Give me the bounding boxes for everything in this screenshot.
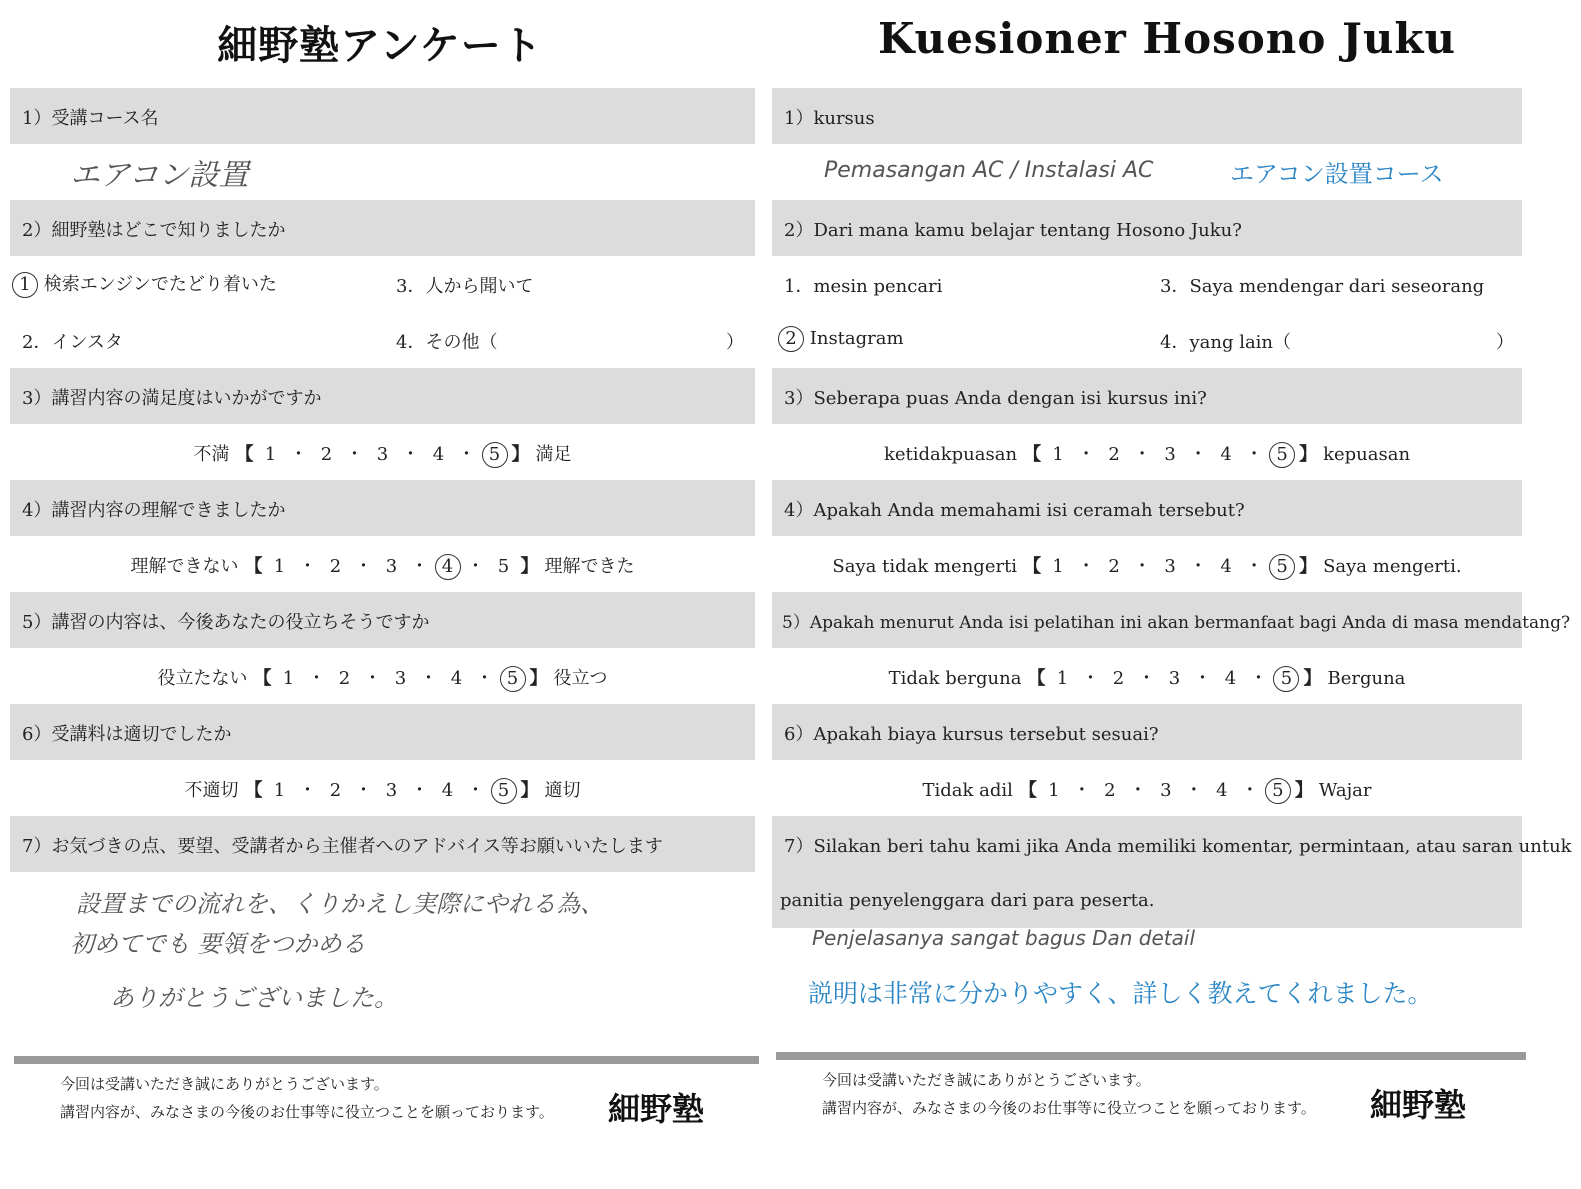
rating-option[interactable]: 3 xyxy=(1164,444,1176,465)
option-1[interactable]: 1 検索エンジンでたどり着いた xyxy=(12,270,277,298)
answer-1-translation: エアコン設置コース xyxy=(1230,160,1444,188)
question-5-scale-row xyxy=(772,648,1522,704)
separator-dot: ・ xyxy=(410,780,429,801)
option-4[interactable]: 4．yang lain（ xyxy=(1160,332,1292,353)
option-1[interactable]: 1．mesin pencari xyxy=(784,276,943,297)
question-6-scale-row xyxy=(10,760,755,816)
question-4-header: 4）講習内容の理解できましたか xyxy=(10,480,755,536)
separator-dot: ・ xyxy=(354,556,373,577)
answer-1-handwritten: Pemasangan AC / Instalasi AC xyxy=(824,158,1154,183)
option-2[interactable]: 2．インスタ xyxy=(22,332,123,353)
question-5-header: 5）講習の内容は、今後あなたの役立ちそうですか xyxy=(10,592,755,648)
rating-option[interactable]: 2 xyxy=(1108,444,1120,465)
scale-low-label: 役立たない xyxy=(157,668,248,689)
scale-low-label: ketidakpuasan xyxy=(883,444,1018,465)
rating-option[interactable]: 2 xyxy=(338,668,351,689)
rating-option-selected[interactable]: 5 xyxy=(491,778,517,804)
question-3-scale-row xyxy=(772,424,1522,480)
rating-option[interactable]: 3 xyxy=(1168,668,1181,689)
rating-scale[interactable] xyxy=(10,776,755,804)
question-7-header: 7）Silakan beri tahu kami jika Anda memiliki komentar, permintaan, atau saran untuk panitia penyelenggara dari para peserta. xyxy=(772,816,1522,928)
bracket-close: 】 xyxy=(1299,444,1318,465)
scale-high-label: 適切 xyxy=(544,780,581,801)
bracket-close: 】 xyxy=(1294,780,1313,801)
bracket-open: 【 xyxy=(244,780,263,801)
separator-dot: ・ xyxy=(410,556,429,577)
rating-scale[interactable] xyxy=(772,440,1522,468)
scale-low-label: 理解できない xyxy=(130,556,239,577)
scale-low-label: Saya tidak mengerti xyxy=(832,556,1018,577)
scale-low-label: Tidak berguna xyxy=(888,668,1022,689)
question-7-header: 7）お気づきの点、要望、受講者から主催者へのアドバイス等お願いいたします xyxy=(10,816,755,872)
separator-dot: ・ xyxy=(401,444,420,465)
rating-option[interactable]: 1 xyxy=(1052,556,1064,577)
rating-option[interactable]: 1 xyxy=(273,780,286,801)
separator-dot: ・ xyxy=(298,780,317,801)
answer-1-handwritten: エアコン設置 xyxy=(70,158,249,193)
scale-high-label: kepuasan xyxy=(1323,444,1411,465)
seal-logo: 細野塾 xyxy=(608,1090,705,1128)
rating-option[interactable]: 4 xyxy=(1216,780,1228,801)
separator-dot: ・ xyxy=(1133,444,1152,465)
rating-scale[interactable] xyxy=(772,664,1522,692)
scale-high-label: Wajar xyxy=(1318,780,1372,801)
scale-low-label: 不満 xyxy=(193,444,230,465)
rating-option[interactable]: 2 xyxy=(1112,668,1125,689)
rating-option[interactable]: 2 xyxy=(320,444,333,465)
rating-option[interactable]: 3 xyxy=(1160,780,1172,801)
question-1-header: 1）受講コース名 xyxy=(10,88,755,144)
question-2-options-row-2 xyxy=(10,312,755,368)
page-title: Kuesioner Hosono Juku xyxy=(877,14,1457,63)
comment-line: ありがとうございました。 xyxy=(110,984,398,1012)
rating-option-selected[interactable]: 5 xyxy=(1269,442,1295,468)
scale-high-label: 理解できた xyxy=(544,556,635,577)
rating-option[interactable]: 4 xyxy=(1224,668,1237,689)
rating-option[interactable]: 2 xyxy=(1104,780,1116,801)
scale-low-label: 不適切 xyxy=(184,780,239,801)
rating-scale[interactable] xyxy=(10,440,755,468)
rating-option[interactable]: 3 xyxy=(394,668,407,689)
bracket-close: 】 xyxy=(520,556,539,577)
separator-dot: ・ xyxy=(1193,668,1212,689)
separator-dot: ・ xyxy=(1128,780,1147,801)
seal-logo: 細野塾 xyxy=(1370,1086,1467,1124)
rating-option[interactable]: 1 xyxy=(282,668,295,689)
question-4-scale-row xyxy=(772,536,1522,592)
rating-option[interactable]: 3 xyxy=(385,556,398,577)
separator-dot: ・ xyxy=(1072,780,1091,801)
rating-option[interactable]: 4 xyxy=(441,780,454,801)
question-6-scale-row xyxy=(772,760,1522,816)
rating-option[interactable]: 1 xyxy=(264,444,277,465)
rating-option-selected[interactable]: 5 xyxy=(482,442,508,468)
rating-option[interactable]: 4 xyxy=(1220,556,1232,577)
separator-dot: ・ xyxy=(419,668,438,689)
bracket-close: 】 xyxy=(1303,668,1322,689)
question-4-header: 4）Apakah Anda memahami isi ceramah tersebut? xyxy=(772,480,1522,536)
question-5-header: 5）Apakah menurut Anda isi pelatihan ini akan bermanfaat bagi Anda di masa mendatang? xyxy=(772,592,1522,648)
rating-scale[interactable] xyxy=(10,552,755,580)
scale-high-label: Berguna xyxy=(1327,668,1406,689)
scale-low-label: Tidak adil xyxy=(922,780,1013,801)
rating-option[interactable]: 3 xyxy=(1164,556,1176,577)
page-title: 細野塾アンケート xyxy=(217,22,543,69)
separator-dot: ・ xyxy=(1077,444,1096,465)
separator-dot: ・ xyxy=(466,556,485,577)
rating-option-selected[interactable]: 4 xyxy=(435,554,461,580)
rating-option-selected[interactable]: 5 xyxy=(1265,778,1291,804)
bracket-open: 【 xyxy=(1023,444,1042,465)
bracket-close: 】 xyxy=(520,780,539,801)
question-5-scale-row xyxy=(10,648,755,704)
bracket-open: 【 xyxy=(1023,556,1042,577)
footer-divider xyxy=(776,1052,1526,1060)
rating-scale[interactable] xyxy=(10,664,755,692)
separator-dot: ・ xyxy=(354,780,373,801)
rating-option[interactable]: 1 xyxy=(1056,668,1069,689)
question-6-header: 6）受講料は適切でしたか xyxy=(10,704,755,760)
option-2[interactable]: 2 Instagram xyxy=(778,326,904,352)
bracket-open: 【 xyxy=(244,556,263,577)
comment-line: 設置までの流れを、くりかえし実際にやれる為、 xyxy=(76,890,604,918)
rating-option[interactable]: 4 xyxy=(432,444,445,465)
separator-dot: ・ xyxy=(1081,668,1100,689)
question-1-header: 1）kursus xyxy=(772,88,1522,144)
question-2-options-row-2 xyxy=(772,312,1522,368)
footer-divider xyxy=(14,1056,759,1064)
separator-dot: ・ xyxy=(345,444,364,465)
question-3-header: 3）Seberapa puas Anda dengan isi kursus ini? xyxy=(772,368,1522,424)
rating-option-selected[interactable]: 5 xyxy=(1269,554,1295,580)
bracket-open: 【 xyxy=(1027,668,1046,689)
separator-dot: ・ xyxy=(1184,780,1203,801)
rating-option[interactable]: 2 xyxy=(329,780,342,801)
footer-text: 今回は受講いただき誠にありがとうございます。 講習内容が、みなさまの今後のお仕事等に役立つことを願っております。 xyxy=(60,1075,554,1121)
separator-dot: ・ xyxy=(298,556,317,577)
question-2-options-row-1 xyxy=(772,256,1522,312)
separator-dot: ・ xyxy=(457,444,476,465)
bracket-open: 【 xyxy=(1018,780,1037,801)
option-3[interactable]: 3．Saya mendengar dari seseorang xyxy=(1160,276,1485,297)
scale-high-label: 満足 xyxy=(535,444,572,465)
bracket-open: 【 xyxy=(253,668,272,689)
rating-option[interactable]: 5 xyxy=(497,556,510,577)
separator-dot: ・ xyxy=(289,444,308,465)
rating-option[interactable]: 2 xyxy=(329,556,342,577)
separator-dot: ・ xyxy=(1133,556,1152,577)
rating-option[interactable]: 1 xyxy=(1048,780,1060,801)
rating-scale[interactable] xyxy=(772,552,1522,580)
question-3-header: 3）講習内容の満足度はいかがですか xyxy=(10,368,755,424)
question-2-header: 2）Dari mana kamu belajar tentang Hosono Juku? xyxy=(772,200,1522,256)
question-2-header: 2）細野塾はどこで知りましたか xyxy=(10,200,755,256)
question-3-scale-row xyxy=(10,424,755,480)
bracket-close: 】 xyxy=(1299,556,1318,577)
question-2-options-row-1 xyxy=(10,256,755,312)
scale-high-label: Saya mengerti. xyxy=(1323,556,1462,577)
question-6-header: 6）Apakah biaya kursus tersebut sesuai? xyxy=(772,704,1522,760)
bracket-open: 【 xyxy=(235,444,254,465)
option-4-close: ） xyxy=(1496,332,1514,353)
rating-option[interactable]: 1 xyxy=(273,556,286,577)
option-4[interactable]: 4．その他（ xyxy=(396,332,498,353)
separator-dot: ・ xyxy=(1189,444,1208,465)
bracket-close: 】 xyxy=(511,444,530,465)
rating-scale[interactable] xyxy=(772,776,1522,804)
option-4-close: ） xyxy=(726,332,744,353)
rating-option-selected[interactable]: 5 xyxy=(1273,666,1299,692)
separator-dot: ・ xyxy=(1249,668,1268,689)
question-4-scale-row xyxy=(10,536,755,592)
separator-dot: ・ xyxy=(1240,780,1259,801)
rating-option[interactable]: 2 xyxy=(1108,556,1120,577)
comment-translation: 説明は非常に分かりやすく、詳しく教えてくれました。 xyxy=(808,979,1433,1008)
separator-dot: ・ xyxy=(1189,556,1208,577)
comment-handwritten: Penjelasanya sangat bagus Dan detail xyxy=(812,926,1196,950)
rating-option[interactable]: 4 xyxy=(1220,444,1232,465)
rating-option[interactable]: 3 xyxy=(376,444,389,465)
comment-line: 初めてでも 要領をつかめる xyxy=(70,930,366,958)
separator-dot: ・ xyxy=(1077,556,1096,577)
separator-dot: ・ xyxy=(363,668,382,689)
bracket-close: 】 xyxy=(529,668,548,689)
rating-option[interactable]: 1 xyxy=(1052,444,1064,465)
rating-option[interactable]: 3 xyxy=(385,780,398,801)
scale-high-label: 役立つ xyxy=(553,668,608,689)
rating-option[interactable]: 4 xyxy=(450,668,463,689)
rating-option-selected[interactable]: 5 xyxy=(500,666,526,692)
separator-dot: ・ xyxy=(307,668,326,689)
option-3[interactable]: 3．人から聞いて xyxy=(396,276,534,297)
separator-dot: ・ xyxy=(475,668,494,689)
separator-dot: ・ xyxy=(1137,668,1156,689)
separator-dot: ・ xyxy=(1245,444,1264,465)
separator-dot: ・ xyxy=(466,780,485,801)
footer-text: 今回は受講いただき誠にありがとうございます。 講習内容が、みなさまの今後のお仕事等に役立つことを願っております。 xyxy=(822,1071,1316,1117)
separator-dot: ・ xyxy=(1245,556,1264,577)
